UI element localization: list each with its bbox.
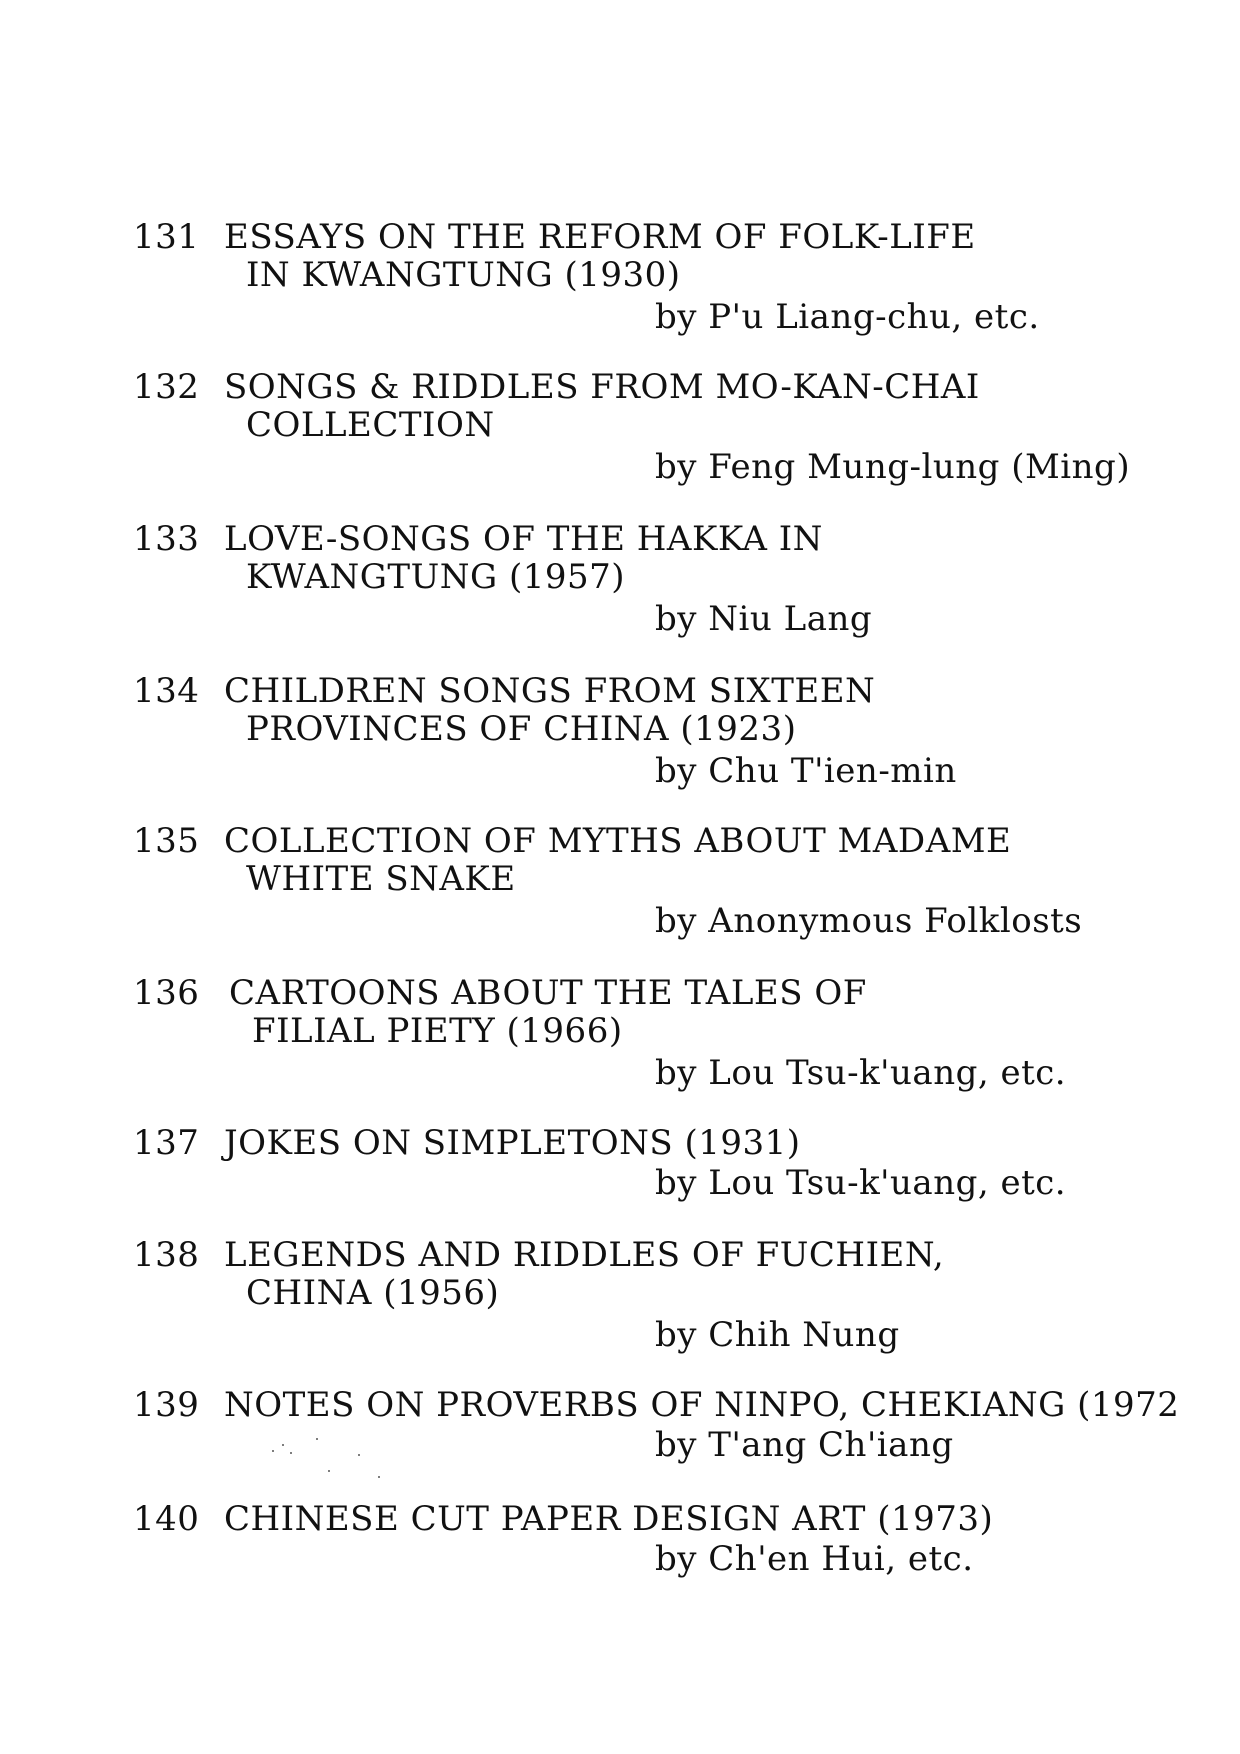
scan-specks xyxy=(268,1430,428,1500)
entry-number: 131 xyxy=(133,217,200,257)
entry-number: 136 xyxy=(133,973,200,1013)
entry-title-line-1: CARTOONS ABOUT THE TALES OF xyxy=(229,973,867,1013)
entry-author: by Feng Mung-lung (Ming) xyxy=(655,447,1131,487)
entry-title-line-1: NOTES ON PROVERBS OF NINPO, CHEKIANG (1972 xyxy=(224,1385,1180,1425)
entry-title-line-2: COLLECTION xyxy=(246,405,495,445)
entry-title-line-1: LEGENDS AND RIDDLES OF FUCHIEN, xyxy=(224,1235,945,1275)
entry-number: 138 xyxy=(133,1235,200,1275)
entry-title-line-1: SONGS & RIDDLES FROM MO-KAN-CHAI xyxy=(224,367,980,407)
entry-title-line-2: PROVINCES OF CHINA (1923) xyxy=(246,709,797,749)
entry-author: by Chu T'ien-min xyxy=(655,751,957,791)
entry-number: 137 xyxy=(133,1123,200,1163)
entry-number: 139 xyxy=(133,1385,200,1425)
entry-title-line-1: COLLECTION OF MYTHS ABOUT MADAME xyxy=(224,821,1012,861)
entry-title-line-2: CHINA (1956) xyxy=(246,1273,500,1313)
entry-title-line-1: JOKES ON SIMPLETONS (1931) xyxy=(224,1123,801,1163)
entry-title-line-1: CHINESE CUT PAPER DESIGN ART (1973) xyxy=(224,1499,994,1539)
entry-title-line-2: FILIAL PIETY (1966) xyxy=(252,1011,623,1051)
entry-author: by Lou Tsu-k'uang, etc. xyxy=(655,1053,1067,1093)
entry-number: 140 xyxy=(133,1499,200,1539)
entry-number: 132 xyxy=(133,367,200,407)
entry-title-line-2: WHITE SNAKE xyxy=(246,859,516,899)
entry-title-line-2: IN KWANGTUNG (1930) xyxy=(246,255,681,295)
entry-number: 134 xyxy=(133,671,200,711)
entry-title-line-1: ESSAYS ON THE REFORM OF FOLK-LIFE xyxy=(224,217,976,257)
entry-title-line-1: LOVE-SONGS OF THE HAKKA IN xyxy=(224,519,823,559)
entry-title-line-2: KWANGTUNG (1957) xyxy=(246,557,626,597)
entry-number: 135 xyxy=(133,821,200,861)
entry-author: by P'u Liang-chu, etc. xyxy=(655,297,1040,337)
entry-author: by Chih Nung xyxy=(655,1315,900,1355)
entry-author: by T'ang Ch'iang xyxy=(655,1425,954,1465)
entry-author: by Lou Tsu-k'uang, etc. xyxy=(655,1163,1067,1203)
entry-author: by Niu Lang xyxy=(655,599,873,639)
entry-title-line-1: CHILDREN SONGS FROM SIXTEEN xyxy=(224,671,876,711)
entry-number: 133 xyxy=(133,519,200,559)
entry-author: by Ch'en Hui, etc. xyxy=(655,1539,974,1579)
entry-author: by Anonymous Folklosts xyxy=(655,901,1083,941)
